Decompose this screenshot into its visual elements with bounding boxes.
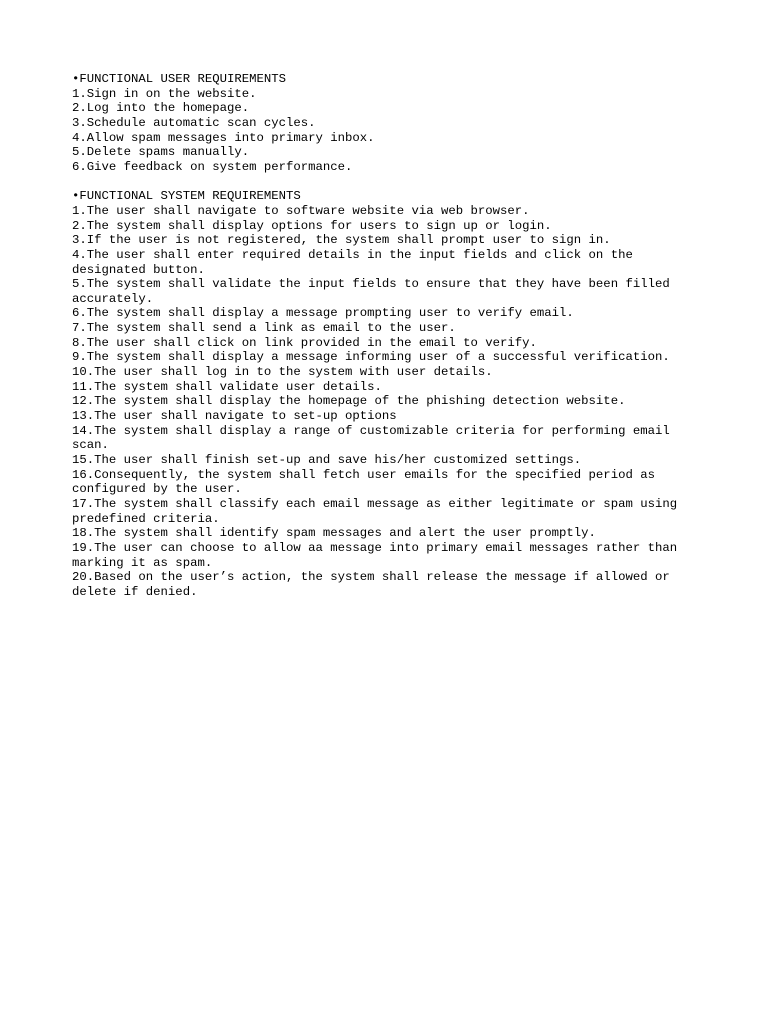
functional-system-requirements-section	[72, 189, 702, 599]
list-item: 4.The user shall enter required details in the input fields and click on the designated button.	[72, 247, 641, 277]
list-item: 20.Based on the user’s action, the system shall release the message if allowed or delete if denied.	[72, 570, 678, 599]
list-item: 3.Schedule automatic scan cycles.	[72, 115, 316, 130]
list-item: 16.Consequently, the system shall fetch user emails for the specified period as configured by the user.	[72, 467, 663, 497]
list-item: 19.The user can choose to allow aa message into primary email messages rather than marking it as spam.	[72, 540, 685, 570]
list-item: 18.The system shall identify spam messages and alert the user promptly.	[72, 526, 596, 541]
document-page	[72, 72, 702, 600]
list-item: 7.The system shall send a link as email to the user.	[72, 321, 456, 336]
list-item: 3.If the user is not registered, the system shall prompt user to sign in.	[72, 233, 611, 248]
section-heading: •FUNCTIONAL USER REQUIREMENTS	[72, 72, 287, 86]
list-item: 10.The user shall log in to the system with user details.	[72, 365, 493, 380]
list-item: 9.The system shall display a message informing user of a successful verification.	[72, 350, 670, 365]
list-item: 5.Delete spams manually.	[72, 145, 250, 160]
list-item: 14.The system shall display a range of customizable criteria for performing email scan.	[72, 423, 678, 453]
list-item: 8.The user shall click on link provided in the email to verify.	[72, 335, 537, 350]
list-item: 17.The system shall classify each email message as either legitimate or spam using predefined criteria.	[72, 497, 685, 526]
list-item: 13.The user shall navigate to set-up options	[72, 409, 397, 424]
list-item: 4.Allow spam messages into primary inbox.	[72, 130, 375, 145]
list-item: 6.The system shall display a message prompting user to verify email.	[72, 306, 574, 321]
list-item: 1.The user shall navigate to software website via web browser.	[72, 203, 530, 218]
functional-user-requirements-section	[72, 72, 702, 175]
list-item: 1.Sign in on the website.	[72, 86, 257, 101]
list-item: 15.The user shall finish set-up and save his/her customized settings.	[72, 453, 582, 468]
list-item: 6.Give feedback on system performance.	[72, 159, 353, 174]
section-heading: •FUNCTIONAL SYSTEM REQUIREMENTS	[72, 189, 301, 204]
list-item: 12.The system shall display the homepage of the phishing detection website.	[72, 394, 626, 409]
list-item: 5.The system shall validate the input fields to ensure that they have been filled accurately.	[72, 277, 678, 306]
list-item: 11.The system shall validate user details.	[72, 379, 382, 394]
list-item: 2.The system shall display options for users to sign up or login.	[72, 218, 552, 233]
list-item: 2.Log into the homepage.	[72, 101, 250, 116]
